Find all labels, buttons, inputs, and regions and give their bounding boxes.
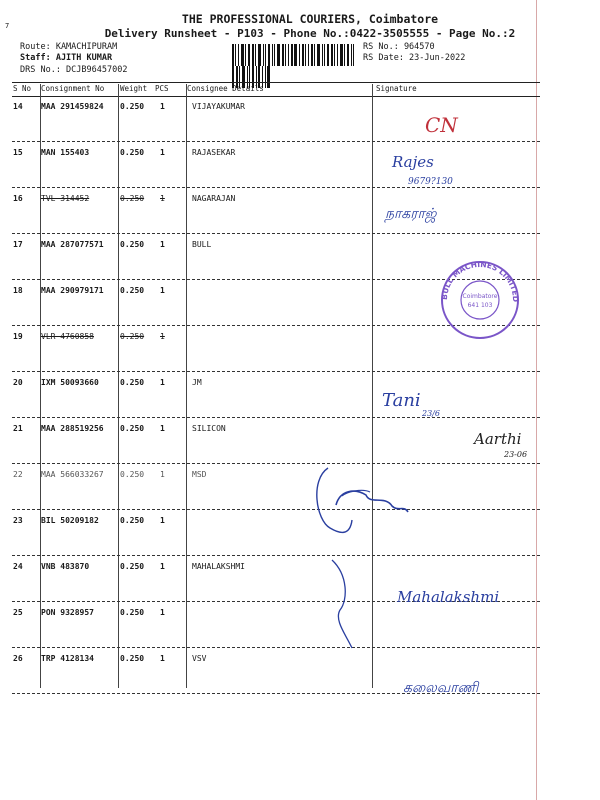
row-weight: 0.250	[120, 194, 145, 203]
barcode	[232, 44, 356, 66]
barcode-bar	[324, 44, 325, 66]
barcode-bar	[308, 44, 309, 66]
barcode-bar	[255, 44, 256, 66]
row-pcs: 1	[160, 286, 165, 295]
barcode-bar	[344, 44, 345, 66]
row-separator	[12, 371, 540, 372]
row-sno: 22	[13, 470, 23, 479]
signature-row-14: CN	[425, 113, 458, 137]
row-pcs: 1	[160, 424, 165, 433]
row-pcs: 1	[160, 148, 165, 157]
row-consignee: NAGARAJAN	[192, 194, 236, 203]
row-sno: 25	[13, 608, 23, 617]
barcode-bar	[331, 44, 333, 66]
row-weight: 0.250	[120, 516, 145, 525]
rs-number: RS No.: 964570	[363, 42, 435, 52]
barcode-bar	[291, 44, 293, 66]
row-pcs: 1	[160, 102, 165, 111]
col-consignment: Consignment No	[41, 84, 105, 93]
table-row	[12, 654, 540, 666]
barcode-bar	[272, 44, 273, 66]
row-sno: 18	[13, 286, 23, 295]
barcode-bar	[265, 44, 266, 66]
barcode-bar	[317, 44, 320, 66]
table-row	[12, 378, 540, 390]
row-sno: 26	[13, 654, 23, 663]
margin-rule	[536, 0, 537, 800]
row-weight: 0.250	[120, 378, 145, 387]
barcode-bar	[277, 44, 280, 66]
table-row	[12, 332, 540, 344]
row-consignment-no: IXM 50093660	[41, 378, 99, 387]
signature-row-20-date: 23/6	[422, 409, 440, 418]
table-row	[12, 608, 540, 620]
document-subtitle: Delivery Runsheet - P103 - Phone No.:0422-3505555 - Page No.:2	[104, 27, 516, 40]
barcode-bar	[238, 44, 239, 66]
signature-scribble	[342, 490, 370, 496]
signature-row-26: கலைவாணி	[403, 680, 479, 696]
row-consignment-no: MAA 291459824	[41, 102, 104, 111]
row-consignment-no: TRP 4128134	[41, 654, 94, 663]
row-weight: 0.250	[120, 332, 145, 341]
barcode-bar	[305, 44, 306, 66]
row-separator	[12, 417, 540, 418]
signature-row-15-phone: 9679?130	[408, 177, 453, 187]
signature-row-21: Aarthi	[474, 430, 522, 448]
barcode-bar	[322, 44, 323, 66]
barcode-bar	[302, 44, 304, 66]
stamp-city: Coimbatore	[462, 293, 498, 300]
row-consignment-no: VNB 483870	[41, 562, 90, 571]
table-row	[12, 102, 540, 114]
row-consignment-no: PON 9328957	[41, 608, 94, 617]
table-row	[12, 240, 540, 252]
row-pcs: 1	[160, 562, 165, 571]
row-pcs: 1	[160, 194, 165, 203]
barcode-bar	[252, 44, 254, 66]
signature-row-20: Tani	[382, 390, 421, 411]
barcode-bar	[285, 44, 286, 66]
row-consignee: BULL	[192, 240, 212, 249]
table-row	[12, 286, 540, 298]
corner-mark: 7	[5, 22, 10, 30]
row-weight: 0.250	[120, 562, 145, 571]
row-consignment-no: VLR 4760858	[41, 332, 94, 341]
row-sno: 23	[13, 516, 23, 525]
company-stamp	[440, 260, 520, 338]
header-rule-bottom	[12, 96, 540, 97]
col-consignee: Consignee Details	[187, 84, 264, 93]
barcode-bar	[235, 44, 236, 66]
signature-row-21-date: 23-06	[504, 450, 528, 459]
row-consignee: MSD	[192, 470, 207, 479]
barcode-bar	[351, 44, 352, 66]
barcode-bar	[334, 44, 335, 66]
table-row	[12, 470, 540, 482]
barcode-bar	[258, 44, 261, 66]
stamp-ring-text: BULL MACHINES LIMITED	[439, 259, 521, 303]
signature-row-16: நாகராஜ்	[385, 206, 437, 222]
row-separator	[12, 187, 540, 188]
document-title: THE PROFESSIONAL COURIERS, Coimbatore	[181, 12, 439, 26]
row-weight: 0.250	[120, 470, 145, 479]
staff-label: Staff: AJITH KUMAR	[20, 53, 113, 63]
table-row	[12, 516, 540, 528]
row-separator	[12, 693, 540, 694]
row-separator	[12, 555, 540, 556]
row-separator	[12, 601, 540, 602]
row-weight: 0.250	[120, 286, 145, 295]
row-consignee: VIJAYAKUMAR	[192, 102, 245, 111]
row-consignee: RAJASEKAR	[192, 148, 236, 157]
row-separator	[12, 647, 540, 648]
col-weight: Weight	[120, 84, 148, 93]
row-consignee: JM	[192, 378, 202, 387]
barcode-bar	[353, 44, 354, 66]
row-pcs: 1	[160, 378, 165, 387]
table-row	[12, 562, 540, 574]
route-label: Route: KAMACHIPURAM	[20, 42, 118, 52]
barcode-bar	[288, 44, 289, 66]
row-sno: 17	[13, 240, 23, 249]
header-rule-top	[12, 82, 540, 83]
row-pcs: 1	[160, 240, 165, 249]
barcode-bar	[248, 44, 250, 66]
row-weight: 0.250	[120, 654, 145, 663]
row-consignment-no: MAN 155403	[41, 148, 90, 157]
row-consignee: MAHALAKSHMI	[192, 562, 245, 571]
barcode-bar	[347, 44, 349, 66]
row-sno: 24	[13, 562, 23, 571]
row-consignment-no: MAA 290979171	[41, 286, 104, 295]
row-consignee: SILICON	[192, 424, 226, 433]
row-separator	[12, 325, 540, 326]
row-sno: 14	[13, 102, 23, 111]
barcode-bar	[294, 44, 297, 66]
barcode-bar	[232, 44, 234, 66]
signature-row-15: Rajes	[392, 153, 434, 171]
row-sno: 15	[13, 148, 23, 157]
row-consignment-no: TVL 314452	[41, 194, 90, 203]
rs-date: RS Date: 23-Jun-2022	[363, 53, 466, 63]
row-sno: 21	[13, 424, 23, 433]
row-separator	[12, 233, 540, 234]
row-consignee: VSV	[192, 654, 207, 663]
barcode-bar	[263, 44, 264, 66]
row-consignment-no: BIL 50209182	[41, 516, 99, 525]
stamp-pin: 641 103	[467, 302, 493, 309]
row-pcs: 1	[160, 470, 165, 479]
table-row	[12, 424, 540, 436]
barcode-bar	[311, 44, 313, 66]
table-row	[12, 148, 540, 160]
row-consignment-no: MAA 566033267	[41, 470, 104, 479]
row-weight: 0.250	[120, 148, 145, 157]
table-header	[12, 84, 540, 95]
row-pcs: 1	[160, 516, 165, 525]
row-pcs: 1	[160, 332, 165, 341]
barcode-bar	[282, 44, 284, 66]
barcode-bar	[337, 44, 338, 66]
barcode-bar	[327, 44, 329, 66]
row-separator	[12, 509, 540, 510]
row-sno: 16	[13, 194, 23, 203]
row-consignment-no: MAA 287077571	[41, 240, 104, 249]
barcode-bar	[245, 44, 246, 66]
row-separator	[12, 279, 540, 280]
row-pcs: 1	[160, 654, 165, 663]
row-weight: 0.250	[120, 608, 145, 617]
barcode-bar	[314, 44, 315, 66]
row-weight: 0.250	[120, 102, 145, 111]
row-weight: 0.250	[120, 240, 145, 249]
signature-row-24: Mahalakshmi	[397, 588, 500, 606]
table-row	[12, 194, 540, 206]
col-pcs: PCS	[155, 84, 169, 93]
barcode-bar	[241, 44, 244, 66]
row-separator	[12, 141, 540, 142]
barcode-bar	[340, 44, 343, 66]
row-sno: 20	[13, 378, 23, 387]
row-pcs: 1	[160, 608, 165, 617]
barcode-bar	[274, 44, 275, 66]
row-separator	[12, 463, 540, 464]
row-consignment-no: MAA 288519256	[41, 424, 104, 433]
barcode-bar	[268, 44, 270, 66]
drs-number: DRS No.: DCJB96457002	[20, 65, 128, 75]
col-sno: S No	[13, 84, 32, 93]
row-weight: 0.250	[120, 424, 145, 433]
col-signature: Signature	[376, 84, 417, 93]
barcode-bar	[299, 44, 300, 66]
row-sno: 19	[13, 332, 23, 341]
